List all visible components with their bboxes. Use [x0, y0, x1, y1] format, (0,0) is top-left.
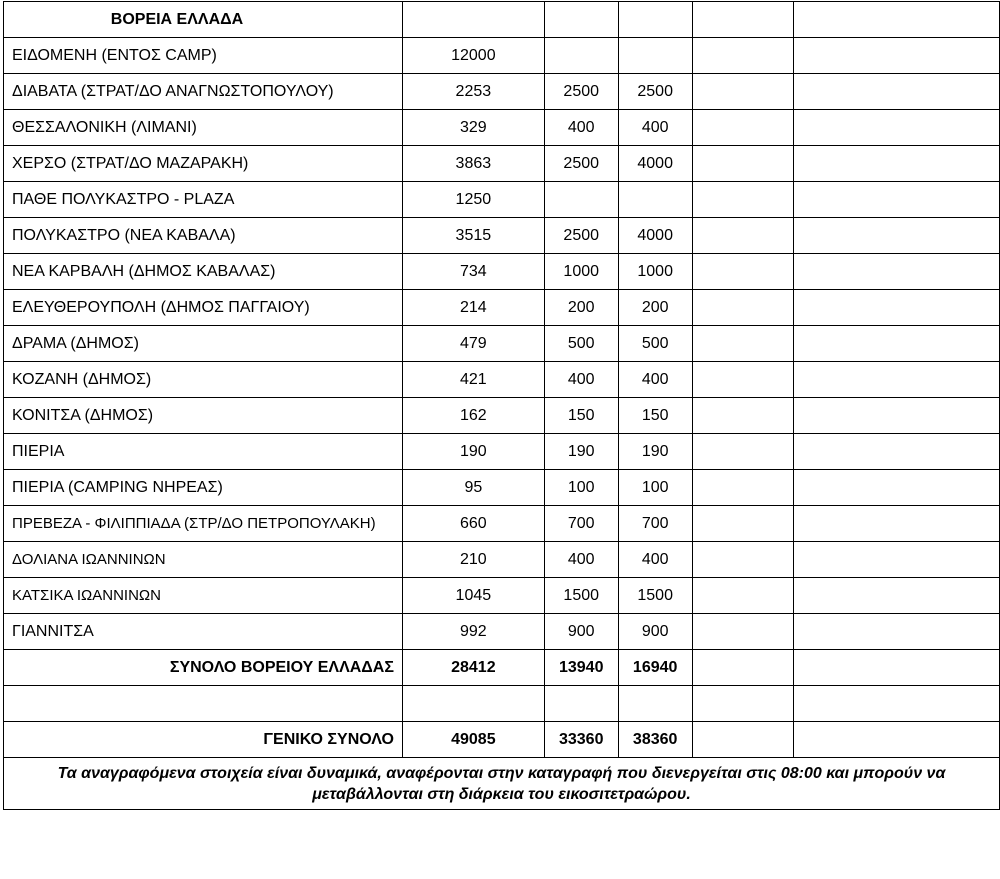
site-name: ΠΙΕΡΙΑ — [4, 434, 403, 470]
grand-total-row-label: ΓΕΝΙΚΟ ΣΥΝΟΛΟ — [4, 722, 403, 758]
empty-cell — [692, 362, 794, 398]
empty-cell — [618, 2, 692, 38]
present-count: 95 — [402, 470, 544, 506]
capacity-value — [544, 182, 618, 218]
empty-cell — [544, 686, 618, 722]
present-count: 660 — [402, 506, 544, 542]
max-capacity-value: 100 — [618, 470, 692, 506]
empty-cell — [794, 686, 1000, 722]
empty-cell — [794, 38, 1000, 74]
max-capacity-value: 500 — [618, 326, 692, 362]
empty-cell — [692, 254, 794, 290]
max-capacity-value: 1500 — [618, 578, 692, 614]
empty-cell — [692, 506, 794, 542]
empty-cell — [794, 578, 1000, 614]
table-row — [4, 110, 1000, 146]
max-capacity-value: 400 — [618, 542, 692, 578]
capacity-value: 500 — [544, 326, 618, 362]
capacity-value: 200 — [544, 290, 618, 326]
empty-cell — [692, 434, 794, 470]
max-capacity-value — [618, 182, 692, 218]
max-capacity-value: 900 — [618, 614, 692, 650]
subtotal-row-max: 16940 — [618, 650, 692, 686]
max-capacity-value: 4000 — [618, 146, 692, 182]
site-name: ΠΙΕΡΙΑ (CAMPING ΝΗΡΕΑΣ) — [4, 470, 403, 506]
table-row — [4, 506, 1000, 542]
present-count: 12000 — [402, 38, 544, 74]
capacity-value: 2500 — [544, 146, 618, 182]
max-capacity-value: 200 — [618, 290, 692, 326]
site-name: ΧΕΡΣΟ (ΣΤΡΑΤ/ΔΟ ΜΑΖΑΡΑΚΗ) — [4, 146, 403, 182]
max-capacity-value: 700 — [618, 506, 692, 542]
empty-cell — [794, 434, 1000, 470]
site-name: ΔΙΑΒΑΤΑ (ΣΤΡΑΤ/ΔΟ ΑΝΑΓΝΩΣΤΟΠΟΥΛΟΥ) — [4, 74, 403, 110]
empty-cell — [794, 290, 1000, 326]
present-count: 3863 — [402, 146, 544, 182]
site-name: ΔΡΑΜΑ (ΔΗΜΟΣ) — [4, 326, 403, 362]
capacity-value: 190 — [544, 434, 618, 470]
present-count: 479 — [402, 326, 544, 362]
empty-cell — [692, 74, 794, 110]
empty-cell — [692, 326, 794, 362]
empty-cell — [692, 290, 794, 326]
empty-cell — [794, 182, 1000, 218]
table-row — [4, 470, 1000, 506]
table-row — [4, 542, 1000, 578]
empty-cell — [692, 722, 794, 758]
table-body — [4, 2, 1000, 810]
max-capacity-value: 1000 — [618, 254, 692, 290]
table-row — [4, 614, 1000, 650]
empty-cell — [692, 110, 794, 146]
capacity-value: 100 — [544, 470, 618, 506]
empty-cell — [692, 182, 794, 218]
present-count: 1250 — [402, 182, 544, 218]
site-name: ΚΟΖΑΝΗ (ΔΗΜΟΣ) — [4, 362, 403, 398]
empty-cell — [692, 146, 794, 182]
empty-cell — [4, 686, 403, 722]
empty-cell — [794, 74, 1000, 110]
empty-cell — [692, 542, 794, 578]
blank-row — [4, 686, 1000, 722]
capacity-value: 400 — [544, 542, 618, 578]
footnote-row — [4, 758, 1000, 810]
present-count: 421 — [402, 362, 544, 398]
capacity-value: 2500 — [544, 218, 618, 254]
empty-cell — [692, 650, 794, 686]
empty-cell — [402, 686, 544, 722]
present-count: 992 — [402, 614, 544, 650]
table-row — [4, 398, 1000, 434]
present-count: 1045 — [402, 578, 544, 614]
empty-cell — [794, 722, 1000, 758]
present-count: 162 — [402, 398, 544, 434]
empty-cell — [794, 470, 1000, 506]
empty-cell — [794, 110, 1000, 146]
grand-total-row-capacity: 33360 — [544, 722, 618, 758]
empty-cell — [692, 614, 794, 650]
site-name: ΝΕΑ ΚΑΡΒΑΛΗ (ΔΗΜΟΣ ΚΑΒΑΛΑΣ) — [4, 254, 403, 290]
empty-cell — [402, 2, 544, 38]
empty-cell — [692, 686, 794, 722]
grand-total-row-max: 38360 — [618, 722, 692, 758]
max-capacity-value: 400 — [618, 110, 692, 146]
present-count: 190 — [402, 434, 544, 470]
table-row — [4, 254, 1000, 290]
empty-cell — [794, 146, 1000, 182]
table-row — [4, 182, 1000, 218]
capacity-value: 400 — [544, 110, 618, 146]
site-name: ΓΙΑΝΝΙΤΣΑ — [4, 614, 403, 650]
capacity-value: 1500 — [544, 578, 618, 614]
empty-cell — [692, 470, 794, 506]
table-row — [4, 578, 1000, 614]
present-count: 3515 — [402, 218, 544, 254]
region-title: ΒΟΡΕΙΑ ΕΛΛΑΔΑ — [4, 2, 403, 38]
table-row — [4, 434, 1000, 470]
max-capacity-value: 400 — [618, 362, 692, 398]
site-name: ΕΙΔΟΜΕΝΗ (ΕΝΤΟΣ CAMP) — [4, 38, 403, 74]
capacity-value: 1000 — [544, 254, 618, 290]
site-name: ΚΟΝΙΤΣΑ (ΔΗΜΟΣ) — [4, 398, 403, 434]
empty-cell — [794, 326, 1000, 362]
capacity-value: 400 — [544, 362, 618, 398]
empty-cell — [692, 398, 794, 434]
empty-cell — [618, 686, 692, 722]
empty-cell — [794, 506, 1000, 542]
present-count: 214 — [402, 290, 544, 326]
max-capacity-value: 2500 — [618, 74, 692, 110]
empty-cell — [692, 38, 794, 74]
site-name: ΠΡΕΒΕΖΑ - ΦΙΛΙΠΠΙΑΔΑ (ΣΤΡ/ΔΟ ΠΕΤΡΟΠΟΥΛΑΚΗ) — [4, 506, 403, 542]
grand-total-row-present: 49085 — [402, 722, 544, 758]
present-count: 210 — [402, 542, 544, 578]
empty-cell — [794, 398, 1000, 434]
site-name: ΚΑΤΣΙΚΑ ΙΩΑΝΝΙΝΩΝ — [4, 578, 403, 614]
empty-cell — [692, 2, 794, 38]
subtotal-row-present: 28412 — [402, 650, 544, 686]
max-capacity-value: 190 — [618, 434, 692, 470]
site-name: ΠΟΛΥΚΑΣΤΡΟ (ΝΕΑ ΚΑΒΑΛΑ) — [4, 218, 403, 254]
max-capacity-value: 150 — [618, 398, 692, 434]
table-row — [4, 362, 1000, 398]
capacity-value: 700 — [544, 506, 618, 542]
present-count: 329 — [402, 110, 544, 146]
capacity-value: 900 — [544, 614, 618, 650]
footnote-text: Τα αναγραφόμενα στοιχεία είναι δυναμικά, αναφέρονται στην καταγραφή που διενεργείται στις 08:00 και μπορούν να μεταβάλλονται στη διάρκεια του εικοσιτετραώρου. — [4, 758, 1000, 810]
subtotal-row-capacity: 13940 — [544, 650, 618, 686]
present-count: 2253 — [402, 74, 544, 110]
capacity-value: 2500 — [544, 74, 618, 110]
empty-cell — [544, 2, 618, 38]
table-row — [4, 218, 1000, 254]
empty-cell — [692, 578, 794, 614]
empty-cell — [794, 254, 1000, 290]
table-row — [4, 290, 1000, 326]
site-name: ΘΕΣΣΑΛΟΝΙΚΗ (ΛΙΜΑΝΙ) — [4, 110, 403, 146]
empty-cell — [794, 218, 1000, 254]
empty-cell — [794, 542, 1000, 578]
grand-total-row — [4, 722, 1000, 758]
site-name: ΕΛΕΥΘΕΡΟΥΠΟΛΗ (ΔΗΜΟΣ ΠΑΓΓΑΙΟΥ) — [4, 290, 403, 326]
table-row — [4, 74, 1000, 110]
empty-cell — [794, 614, 1000, 650]
subtotal-row-label: ΣΥΝΟΛΟ ΒΟΡΕΙΟΥ ΕΛΛΑΔΑΣ — [4, 650, 403, 686]
capacity-value — [544, 38, 618, 74]
empty-cell — [794, 362, 1000, 398]
site-name: ΠΑΘΕ ΠΟΛΥΚΑΣΤΡΟ - PLAZA — [4, 182, 403, 218]
empty-cell — [794, 650, 1000, 686]
refugee-sites-table — [3, 1, 1000, 810]
max-capacity-value: 4000 — [618, 218, 692, 254]
table-row — [4, 326, 1000, 362]
region-header-row — [4, 2, 1000, 38]
table-row — [4, 38, 1000, 74]
empty-cell — [794, 2, 1000, 38]
subtotal-row — [4, 650, 1000, 686]
max-capacity-value — [618, 38, 692, 74]
capacity-value: 150 — [544, 398, 618, 434]
empty-cell — [692, 218, 794, 254]
present-count: 734 — [402, 254, 544, 290]
site-name: ΔΟΛΙΑΝΑ ΙΩΑΝΝΙΝΩΝ — [4, 542, 403, 578]
table-row — [4, 146, 1000, 182]
